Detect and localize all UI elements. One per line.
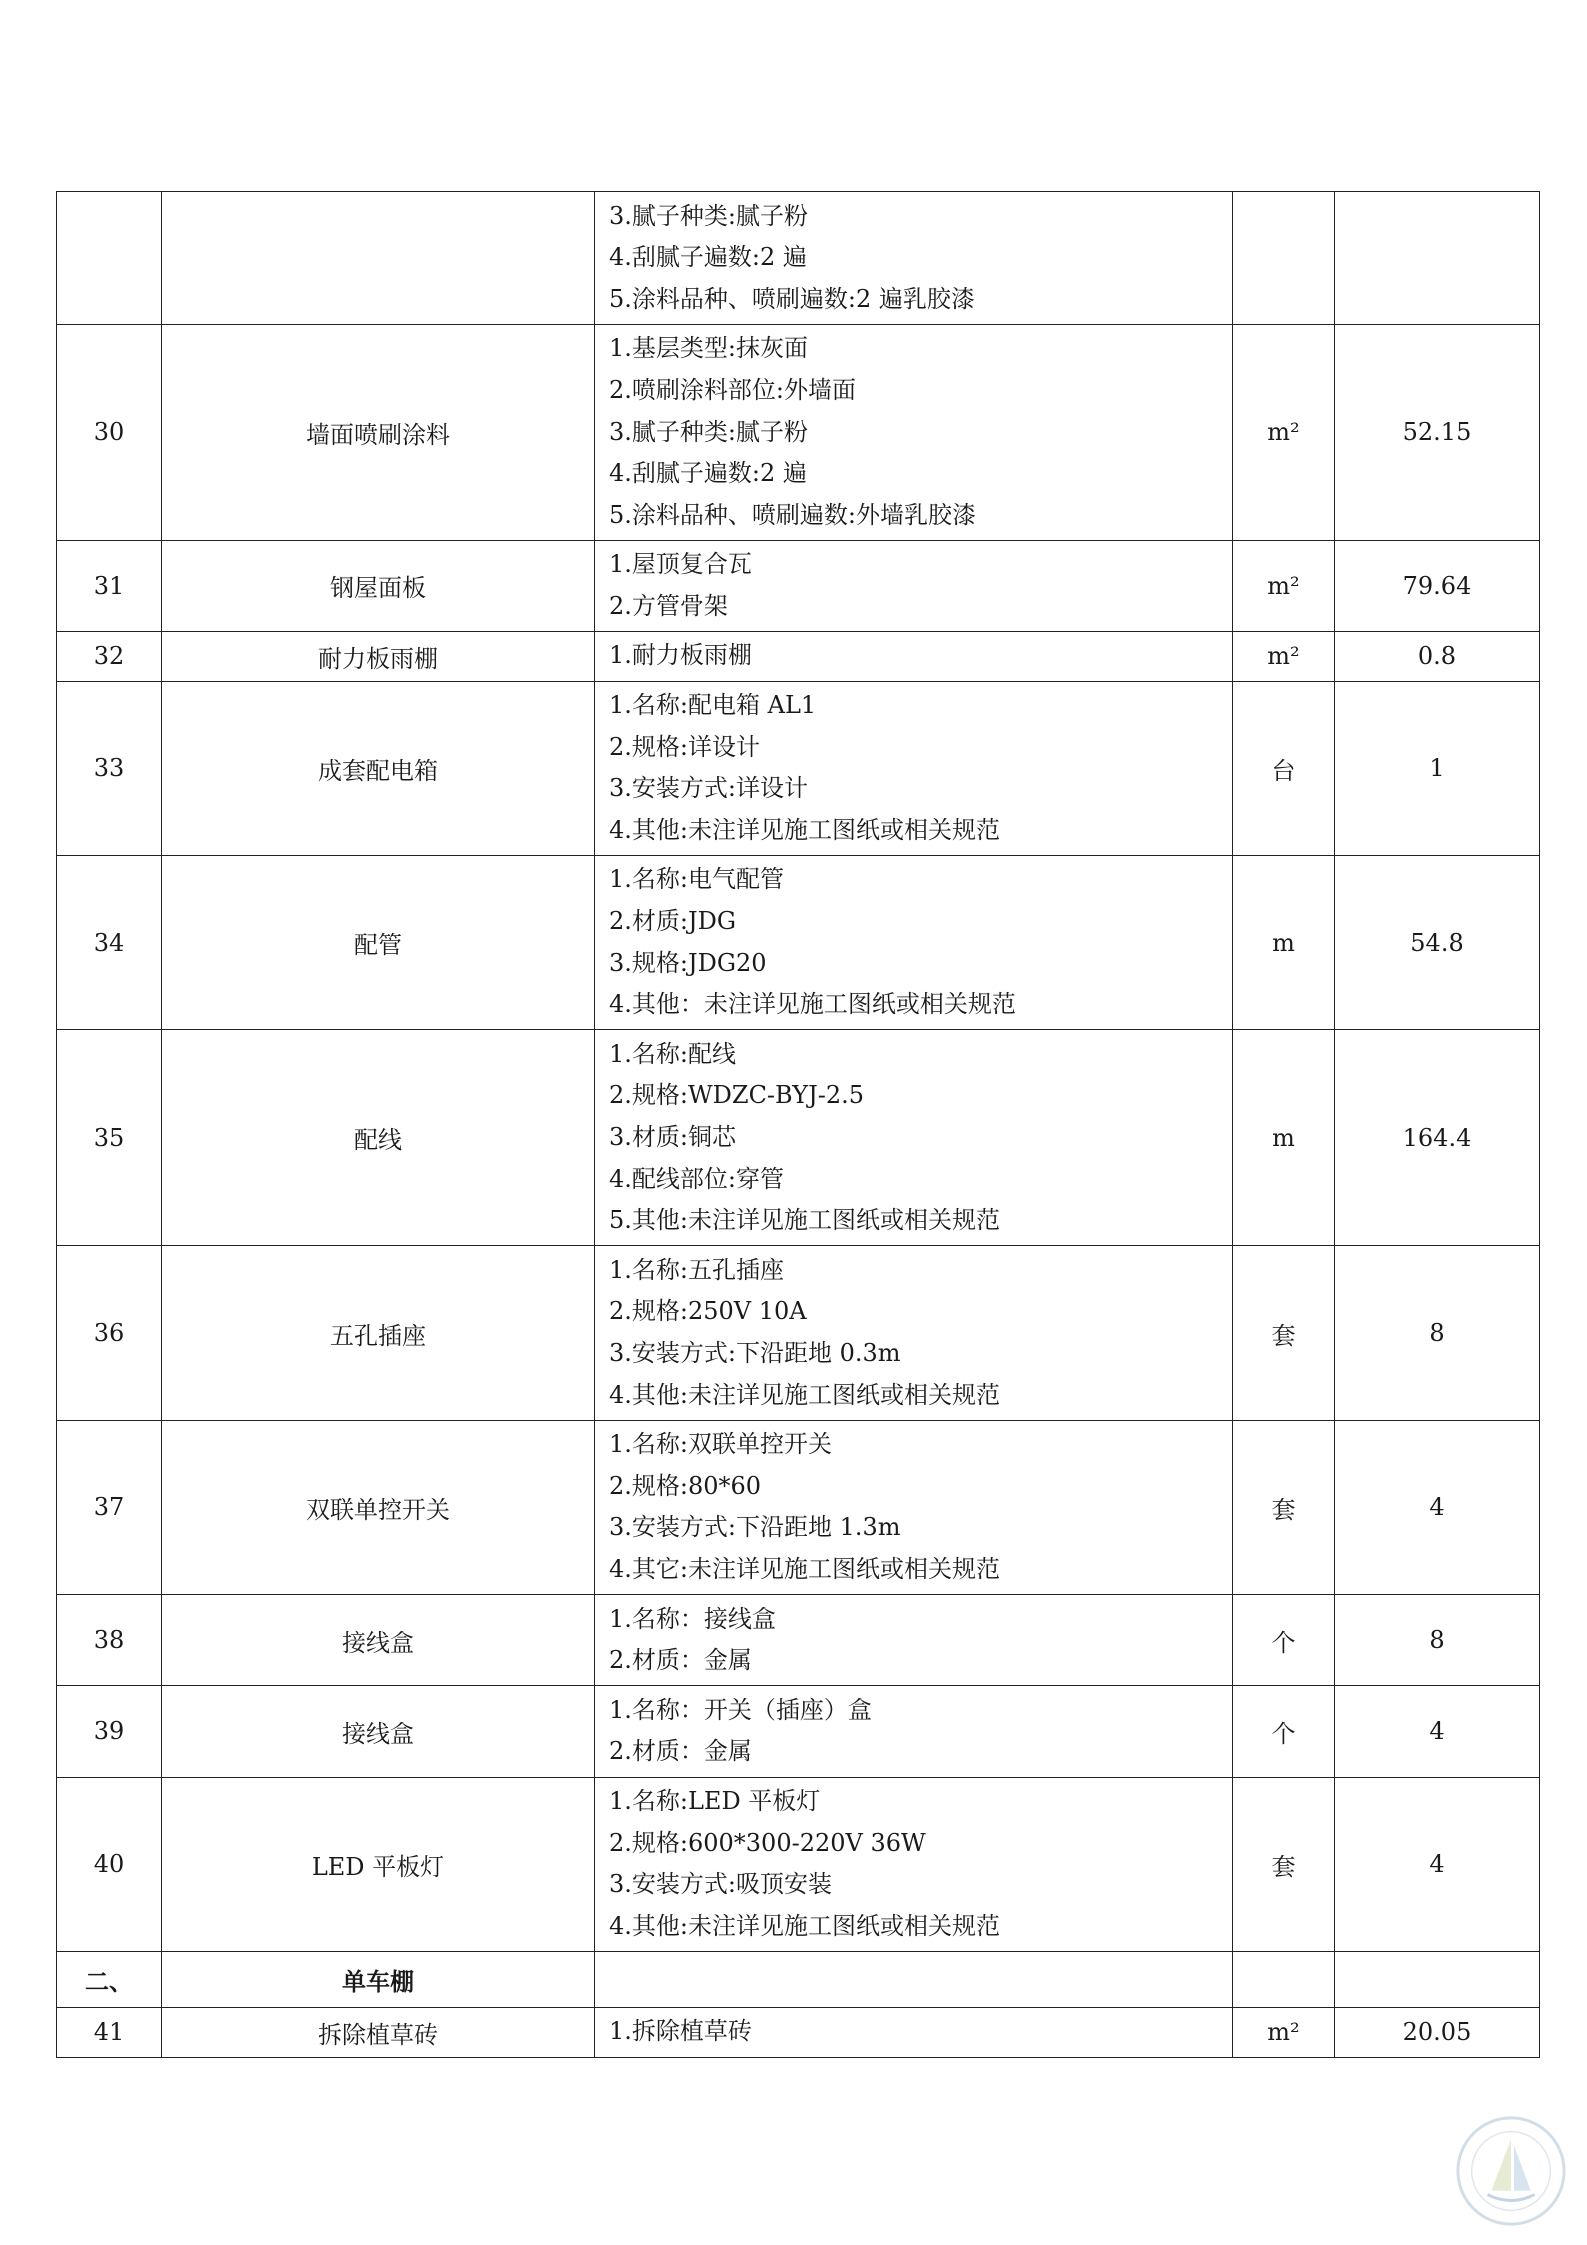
quantity-cell: 52.15: [1335, 324, 1540, 540]
item-name-cell: 接线盒: [162, 1686, 595, 1777]
feature-line: 1.名称：接线盒: [609, 1604, 776, 1633]
feature-line: 2.喷刷涂料部位:外墙面: [609, 375, 856, 404]
item-name-cell: 耐力板雨棚: [162, 631, 595, 681]
unit-cell: 个: [1233, 1595, 1335, 1686]
unit-cell: m²: [1233, 540, 1335, 631]
table-row: [57, 1030, 1540, 1246]
item-name-cell: 拆除植草砖: [162, 2007, 595, 2057]
feature-line: 5.其他:未注详见施工图纸或相关规范: [609, 1206, 1000, 1235]
item-name-cell: 配管: [162, 855, 595, 1029]
feature-line: 2.材质：金属: [609, 1737, 752, 1766]
feature-line: 1.名称:配电箱 AL1: [609, 691, 817, 720]
item-features-cell: [595, 1595, 1233, 1686]
feature-line: 3.腻子种类:腻子粉: [609, 201, 808, 230]
unit-cell: 套: [1233, 1777, 1335, 1951]
feature-line: 4.其它:未注详见施工图纸或相关规范: [609, 1555, 1000, 1584]
feature-line: 3.安装方式:下沿距地 0.3m: [609, 1339, 901, 1368]
item-name-cell: 接线盒: [162, 1595, 595, 1686]
item-features-cell: [595, 540, 1233, 631]
feature-line: 4.其他：未注详见施工图纸或相关规范: [609, 990, 1016, 1019]
feature-line: 2.规格:600*300-220V 36W: [609, 1828, 926, 1857]
unit-cell: m²: [1233, 2007, 1335, 2057]
quantity-cell: [1335, 1951, 1540, 2007]
item-features-cell: [595, 2007, 1233, 2057]
quantity-cell: 0.8: [1335, 631, 1540, 681]
item-features-cell: [595, 1686, 1233, 1777]
table-row: [57, 192, 1540, 325]
item-name-cell: 单车棚: [162, 1951, 595, 2007]
feature-line: 5.涂料品种、喷刷遍数:2 遍乳胶漆: [609, 284, 975, 313]
feature-line: 1.名称:电气配管: [609, 865, 784, 894]
feature-line: 1.名称:五孔插座: [609, 1255, 784, 1284]
bill-of-quantities-table: [56, 191, 1540, 2058]
feature-line: 3.安装方式:下沿距地 1.3m: [609, 1513, 901, 1542]
feature-line: 4.其他:未注详见施工图纸或相关规范: [609, 1911, 1000, 1940]
unit-cell: 个: [1233, 1686, 1335, 1777]
feature-line: 1.屋顶复合瓦: [609, 550, 752, 579]
section-row: [57, 1951, 1540, 2007]
table-row: [57, 1246, 1540, 1420]
item-number-cell: 二、: [57, 1951, 162, 2007]
table-row: [57, 324, 1540, 540]
feature-line: 1.名称：开关（插座）盒: [609, 1695, 872, 1724]
item-number-cell: 35: [57, 1030, 162, 1246]
table-row: [57, 855, 1540, 1029]
unit-cell: 套: [1233, 1246, 1335, 1420]
item-name-cell: 墙面喷刷涂料: [162, 324, 595, 540]
unit-cell: m: [1233, 1030, 1335, 1246]
feature-line: 2.规格:80*60: [609, 1471, 762, 1500]
item-number-cell: 33: [57, 681, 162, 855]
item-features-cell: [595, 681, 1233, 855]
table-row: [57, 631, 1540, 681]
feature-line: 4.刮腻子遍数:2 遍: [609, 459, 807, 488]
unit-cell: [1233, 1951, 1335, 2007]
sailboat-seal-icon: [1452, 2112, 1570, 2230]
item-number-cell: 39: [57, 1686, 162, 1777]
table-row: [57, 540, 1540, 631]
item-features-cell: [595, 1246, 1233, 1420]
feature-line: 2.规格:详设计: [609, 732, 760, 761]
feature-line: 3.安装方式:吸顶安装: [609, 1870, 832, 1899]
feature-line: 2.规格:250V 10A: [609, 1297, 807, 1326]
table-row: [57, 1777, 1540, 1951]
feature-line: 1.名称:LED 平板灯: [609, 1787, 821, 1816]
table-row: [57, 1420, 1540, 1594]
quantity-cell: 79.64: [1335, 540, 1540, 631]
item-number-cell: 32: [57, 631, 162, 681]
quantity-cell: 54.8: [1335, 855, 1540, 1029]
item-features-cell: [595, 1951, 1233, 2007]
table-row: [57, 2007, 1540, 2057]
item-name-cell: 钢屋面板: [162, 540, 595, 631]
item-name-cell: 成套配电箱: [162, 681, 595, 855]
item-features-cell: [595, 192, 1233, 325]
item-features-cell: [595, 631, 1233, 681]
unit-cell: m: [1233, 855, 1335, 1029]
quantity-cell: [1335, 192, 1540, 325]
item-features-cell: [595, 324, 1233, 540]
item-name-cell: 五孔插座: [162, 1246, 595, 1420]
table-body: [57, 192, 1540, 2058]
feature-line: 1.耐力板雨棚: [609, 641, 752, 670]
quantity-cell: 20.05: [1335, 2007, 1540, 2057]
unit-cell: 套: [1233, 1420, 1335, 1594]
feature-line: 4.其他:未注详见施工图纸或相关规范: [609, 815, 1000, 844]
item-number-cell: 31: [57, 540, 162, 631]
feature-line: 2.规格:WDZC-BYJ-2.5: [609, 1081, 864, 1110]
feature-line: 1.名称:配线: [609, 1039, 736, 1068]
item-number-cell: 36: [57, 1246, 162, 1420]
feature-line: 4.配线部位:穿管: [609, 1164, 784, 1193]
item-number-cell: 30: [57, 324, 162, 540]
item-name-cell: 配线: [162, 1030, 595, 1246]
feature-line: 1.名称:双联单控开关: [609, 1430, 832, 1459]
table-row: [57, 681, 1540, 855]
item-features-cell: [595, 1420, 1233, 1594]
unit-cell: [1233, 192, 1335, 325]
feature-line: 5.涂料品种、喷刷遍数:外墙乳胶漆: [609, 500, 976, 529]
quantity-cell: 1: [1335, 681, 1540, 855]
quantity-cell: 8: [1335, 1595, 1540, 1686]
feature-line: 4.其他:未注详见施工图纸或相关规范: [609, 1380, 1000, 1409]
item-number-cell: [57, 192, 162, 325]
item-features-cell: [595, 1777, 1233, 1951]
item-features-cell: [595, 855, 1233, 1029]
feature-line: 3.材质:铜芯: [609, 1123, 736, 1152]
item-features-cell: [595, 1030, 1233, 1246]
feature-line: 3.安装方式:详设计: [609, 774, 808, 803]
item-name-cell: 双联单控开关: [162, 1420, 595, 1594]
unit-cell: 台: [1233, 681, 1335, 855]
feature-line: 4.刮腻子遍数:2 遍: [609, 243, 807, 272]
feature-line: 3.规格:JDG20: [609, 948, 767, 977]
unit-cell: m²: [1233, 631, 1335, 681]
feature-line: 2.材质：金属: [609, 1646, 752, 1675]
item-number-cell: 38: [57, 1595, 162, 1686]
quantity-cell: 8: [1335, 1246, 1540, 1420]
quantity-cell: 4: [1335, 1420, 1540, 1594]
item-number-cell: 41: [57, 2007, 162, 2057]
feature-line: 1.基层类型:抹灰面: [609, 334, 808, 363]
feature-line: 1.拆除植草砖: [609, 2017, 752, 2046]
quantity-cell: 4: [1335, 1686, 1540, 1777]
item-number-cell: 34: [57, 855, 162, 1029]
table-row: [57, 1595, 1540, 1686]
feature-line: 2.方管骨架: [609, 591, 728, 620]
item-number-cell: 40: [57, 1777, 162, 1951]
item-name-cell: [162, 192, 595, 325]
feature-line: 3.腻子种类:腻子粉: [609, 417, 808, 446]
quantity-cell: 4: [1335, 1777, 1540, 1951]
quantity-cell: 164.4: [1335, 1030, 1540, 1246]
unit-cell: m²: [1233, 324, 1335, 540]
feature-line: 2.材质:JDG: [609, 907, 737, 936]
table-row: [57, 1686, 1540, 1777]
item-name-cell: LED 平板灯: [162, 1777, 595, 1951]
item-number-cell: 37: [57, 1420, 162, 1594]
